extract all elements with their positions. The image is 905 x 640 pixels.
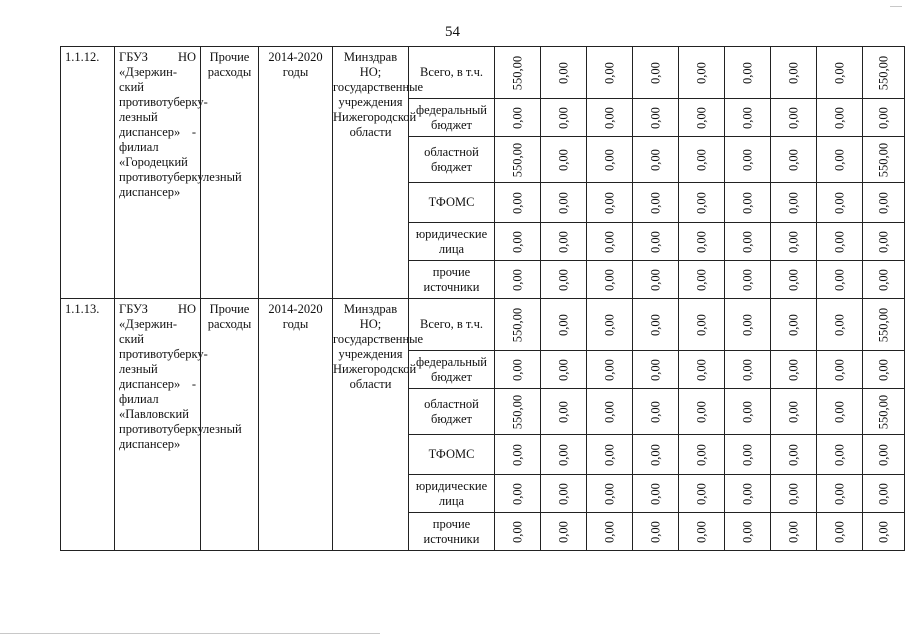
funding-source: Всего, в т.ч. xyxy=(409,299,495,351)
amount-value: 0,00 xyxy=(786,230,800,253)
amount-value: 0,00 xyxy=(876,268,890,291)
amount-cell xyxy=(633,389,679,435)
amount-value: 0,00 xyxy=(786,191,800,214)
period: 2014-2020 годы xyxy=(259,47,333,299)
amount-value: 0,00 xyxy=(602,61,616,84)
amount-value: 0,00 xyxy=(786,443,800,466)
amount-value: 550,00 xyxy=(510,142,524,177)
funding-source: Всего, в т.ч. xyxy=(409,47,495,99)
amount-value: 550,00 xyxy=(510,394,524,429)
organization-name: ГБУЗ НО «Дзержин-ский противотуберку-лезный диспансер» - филиал «Городецкий противотуберкулезный диспансер» xyxy=(115,47,201,299)
amount-value: 0,00 xyxy=(556,443,570,466)
amount-value: 0,00 xyxy=(876,443,890,466)
amount-value: 0,00 xyxy=(602,443,616,466)
amount-cell xyxy=(587,223,633,261)
amount-cell xyxy=(725,513,771,551)
amount-value: 0,00 xyxy=(832,520,846,543)
amount-cell xyxy=(725,47,771,99)
amount-cell xyxy=(495,435,541,475)
amount-value: 0,00 xyxy=(648,482,662,505)
amount-value: 0,00 xyxy=(602,400,616,423)
amount-cell xyxy=(771,435,817,475)
amount-cell xyxy=(495,351,541,389)
amount-cell xyxy=(863,475,905,513)
amount-value: 0,00 xyxy=(786,358,800,381)
amount-cell xyxy=(541,47,587,99)
amount-value: 0,00 xyxy=(694,148,708,171)
amount-value: 0,00 xyxy=(832,230,846,253)
amount-cell xyxy=(587,137,633,183)
amount-cell xyxy=(541,261,587,299)
amount-cell xyxy=(863,435,905,475)
amount-value: 0,00 xyxy=(832,400,846,423)
amount-cell xyxy=(817,47,863,99)
amount-cell xyxy=(863,299,905,351)
amount-cell xyxy=(817,299,863,351)
amount-value: 0,00 xyxy=(786,313,800,336)
amount-value: 550,00 xyxy=(876,142,890,177)
amount-value: 0,00 xyxy=(876,230,890,253)
amount-cell xyxy=(587,513,633,551)
amount-value: 0,00 xyxy=(876,106,890,129)
amount-cell xyxy=(587,47,633,99)
amount-value: 0,00 xyxy=(876,482,890,505)
amount-value: 0,00 xyxy=(694,482,708,505)
amount-cell xyxy=(679,475,725,513)
amount-value: 550,00 xyxy=(510,307,524,342)
amount-value: 0,00 xyxy=(648,230,662,253)
amount-cell xyxy=(679,47,725,99)
amount-value: 0,00 xyxy=(510,268,524,291)
amount-cell xyxy=(863,513,905,551)
amount-value: 0,00 xyxy=(740,230,754,253)
amount-value: 0,00 xyxy=(832,443,846,466)
amount-cell xyxy=(863,351,905,389)
amount-value: 0,00 xyxy=(510,191,524,214)
amount-value: 0,00 xyxy=(556,148,570,171)
amount-value: 0,00 xyxy=(602,191,616,214)
amount-value: 0,00 xyxy=(832,358,846,381)
amount-cell xyxy=(771,223,817,261)
amount-value: 0,00 xyxy=(832,148,846,171)
amount-cell xyxy=(541,389,587,435)
amount-cell xyxy=(541,223,587,261)
amount-cell xyxy=(725,183,771,223)
amount-cell xyxy=(679,223,725,261)
amount-cell xyxy=(495,513,541,551)
amount-value: 0,00 xyxy=(556,358,570,381)
amount-value: 0,00 xyxy=(740,313,754,336)
amount-cell xyxy=(587,389,633,435)
amount-cell xyxy=(679,183,725,223)
amount-value: 0,00 xyxy=(694,520,708,543)
amount-value: 0,00 xyxy=(556,230,570,253)
table-row xyxy=(61,299,905,351)
amount-cell xyxy=(587,261,633,299)
amount-value: 0,00 xyxy=(786,61,800,84)
amount-cell xyxy=(541,137,587,183)
amount-cell xyxy=(633,99,679,137)
amount-cell xyxy=(495,475,541,513)
amount-value: 0,00 xyxy=(740,358,754,381)
amount-cell xyxy=(633,137,679,183)
amount-value: 0,00 xyxy=(740,191,754,214)
amount-value: 0,00 xyxy=(694,443,708,466)
amount-value: 0,00 xyxy=(832,106,846,129)
amount-cell xyxy=(633,513,679,551)
amount-cell xyxy=(725,389,771,435)
amount-cell xyxy=(587,299,633,351)
amount-cell xyxy=(817,435,863,475)
period: 2014-2020 годы xyxy=(259,299,333,551)
amount-value: 0,00 xyxy=(556,482,570,505)
amount-value: 0,00 xyxy=(510,358,524,381)
expense-type: Прочие расходы xyxy=(201,299,259,551)
amount-cell xyxy=(817,513,863,551)
amount-value: 0,00 xyxy=(876,520,890,543)
expense-type: Прочие расходы xyxy=(201,47,259,299)
amount-cell xyxy=(771,513,817,551)
funding-source: юридические лица xyxy=(409,475,495,513)
amount-cell xyxy=(817,261,863,299)
amount-value: 0,00 xyxy=(786,400,800,423)
amount-cell xyxy=(633,47,679,99)
amount-cell xyxy=(495,223,541,261)
amount-value: 0,00 xyxy=(786,268,800,291)
scan-edge-mark xyxy=(0,633,380,634)
amount-value: 0,00 xyxy=(740,443,754,466)
amount-cell xyxy=(863,99,905,137)
funding-source: прочие источники xyxy=(409,261,495,299)
amount-cell xyxy=(587,435,633,475)
scan-edge-mark xyxy=(890,6,902,7)
amount-cell xyxy=(771,351,817,389)
amount-cell xyxy=(863,389,905,435)
amount-cell xyxy=(725,99,771,137)
amount-cell xyxy=(817,183,863,223)
amount-cell xyxy=(633,475,679,513)
amount-cell xyxy=(771,99,817,137)
amount-value: 0,00 xyxy=(740,520,754,543)
amount-cell xyxy=(633,435,679,475)
amount-value: 0,00 xyxy=(556,106,570,129)
amount-cell xyxy=(725,299,771,351)
amount-cell xyxy=(495,261,541,299)
record-number: 1.1.12. xyxy=(61,47,115,299)
amount-cell xyxy=(587,99,633,137)
amount-value: 0,00 xyxy=(602,268,616,291)
amount-cell xyxy=(725,137,771,183)
amount-value: 0,00 xyxy=(648,443,662,466)
record-number: 1.1.13. xyxy=(61,299,115,551)
amount-value: 0,00 xyxy=(510,443,524,466)
funding-source: областной бюджет xyxy=(409,137,495,183)
amount-cell xyxy=(633,261,679,299)
amount-cell xyxy=(633,351,679,389)
amount-value: 0,00 xyxy=(556,400,570,423)
amount-cell xyxy=(725,223,771,261)
amount-value: 0,00 xyxy=(876,358,890,381)
amount-cell xyxy=(679,351,725,389)
amount-value: 0,00 xyxy=(556,520,570,543)
amount-cell xyxy=(863,223,905,261)
funding-source: ТФОМС xyxy=(409,183,495,223)
amount-value: 0,00 xyxy=(648,106,662,129)
amount-value: 0,00 xyxy=(510,106,524,129)
amount-cell xyxy=(495,389,541,435)
amount-value: 0,00 xyxy=(740,61,754,84)
funding-source: прочие источники xyxy=(409,513,495,551)
amount-cell xyxy=(725,475,771,513)
amount-value: 550,00 xyxy=(510,55,524,90)
amount-cell xyxy=(495,47,541,99)
executor: Минздрав НО; государственные учреждения Нижегородской области xyxy=(333,47,409,299)
amount-cell xyxy=(725,351,771,389)
amount-value: 0,00 xyxy=(510,230,524,253)
amount-cell xyxy=(495,99,541,137)
amount-value: 0,00 xyxy=(832,313,846,336)
amount-cell xyxy=(495,299,541,351)
amount-cell xyxy=(725,261,771,299)
amount-cell xyxy=(541,99,587,137)
amount-value: 0,00 xyxy=(694,61,708,84)
amount-cell xyxy=(495,183,541,223)
amount-cell xyxy=(863,137,905,183)
amount-value: 0,00 xyxy=(786,106,800,129)
amount-value: 0,00 xyxy=(602,520,616,543)
amount-value: 0,00 xyxy=(556,61,570,84)
amount-cell xyxy=(679,389,725,435)
amount-cell xyxy=(587,183,633,223)
amount-value: 0,00 xyxy=(556,191,570,214)
amount-cell xyxy=(863,47,905,99)
amount-value: 0,00 xyxy=(694,400,708,423)
amount-value: 0,00 xyxy=(602,230,616,253)
amount-value: 0,00 xyxy=(740,148,754,171)
amount-cell xyxy=(541,299,587,351)
amount-value: 0,00 xyxy=(602,482,616,505)
amount-value: 0,00 xyxy=(694,191,708,214)
amount-cell xyxy=(771,475,817,513)
amount-cell xyxy=(541,351,587,389)
amount-cell xyxy=(817,389,863,435)
amount-cell xyxy=(863,261,905,299)
amount-cell xyxy=(817,351,863,389)
amount-value: 550,00 xyxy=(876,394,890,429)
page-number: 54 xyxy=(445,24,460,40)
amount-cell xyxy=(541,435,587,475)
funding-source: областной бюджет xyxy=(409,389,495,435)
amount-cell xyxy=(771,261,817,299)
amount-value: 0,00 xyxy=(648,191,662,214)
amount-value: 0,00 xyxy=(876,191,890,214)
amount-value: 0,00 xyxy=(740,482,754,505)
amount-value: 0,00 xyxy=(510,520,524,543)
amount-value: 0,00 xyxy=(786,520,800,543)
funding-source: федеральный бюджет xyxy=(409,99,495,137)
amount-cell xyxy=(679,513,725,551)
amount-value: 0,00 xyxy=(602,106,616,129)
amount-value: 0,00 xyxy=(694,230,708,253)
amount-cell xyxy=(679,99,725,137)
amount-cell xyxy=(541,475,587,513)
funding-source: ТФОМС xyxy=(409,435,495,475)
amount-value: 0,00 xyxy=(602,313,616,336)
amount-cell xyxy=(587,351,633,389)
amount-cell xyxy=(633,223,679,261)
amount-value: 0,00 xyxy=(648,61,662,84)
amount-value: 0,00 xyxy=(648,148,662,171)
amount-value: 0,00 xyxy=(648,268,662,291)
amount-cell xyxy=(679,261,725,299)
amount-value: 0,00 xyxy=(694,358,708,381)
amount-value: 0,00 xyxy=(648,313,662,336)
amount-value: 550,00 xyxy=(876,307,890,342)
amount-value: 0,00 xyxy=(556,313,570,336)
funding-source: юридические лица xyxy=(409,223,495,261)
amount-value: 0,00 xyxy=(510,482,524,505)
amount-cell xyxy=(633,183,679,223)
amount-value: 0,00 xyxy=(786,148,800,171)
amount-cell xyxy=(541,513,587,551)
amount-value: 0,00 xyxy=(740,400,754,423)
amount-value: 0,00 xyxy=(832,191,846,214)
amount-cell xyxy=(541,183,587,223)
amount-cell xyxy=(725,435,771,475)
table-row xyxy=(61,47,905,99)
amount-cell xyxy=(495,137,541,183)
amount-value: 0,00 xyxy=(648,520,662,543)
amount-cell xyxy=(771,137,817,183)
amount-cell xyxy=(771,299,817,351)
table-body xyxy=(61,47,905,551)
amount-cell xyxy=(679,137,725,183)
executor: Минздрав НО; государственные учреждения Нижегородской области xyxy=(333,299,409,551)
budget-table xyxy=(60,46,905,551)
amount-value: 0,00 xyxy=(740,106,754,129)
amount-cell xyxy=(817,137,863,183)
amount-value: 550,00 xyxy=(876,55,890,90)
amount-value: 0,00 xyxy=(832,61,846,84)
amount-cell xyxy=(771,183,817,223)
amount-cell xyxy=(771,389,817,435)
amount-value: 0,00 xyxy=(694,268,708,291)
amount-value: 0,00 xyxy=(832,268,846,291)
amount-value: 0,00 xyxy=(694,313,708,336)
amount-cell xyxy=(817,99,863,137)
amount-value: 0,00 xyxy=(648,400,662,423)
amount-cell xyxy=(679,299,725,351)
amount-cell xyxy=(863,183,905,223)
organization-name: ГБУЗ НО «Дзержин-ский противотуберку-лезный диспансер» - филиал «Павловский противотуберкулезный диспансер» xyxy=(115,299,201,551)
amount-value: 0,00 xyxy=(648,358,662,381)
amount-value: 0,00 xyxy=(602,148,616,171)
amount-cell xyxy=(817,223,863,261)
amount-cell xyxy=(679,435,725,475)
amount-value: 0,00 xyxy=(602,358,616,381)
amount-cell xyxy=(771,47,817,99)
amount-cell xyxy=(817,475,863,513)
amount-value: 0,00 xyxy=(832,482,846,505)
funding-source: федеральный бюджет xyxy=(409,351,495,389)
amount-value: 0,00 xyxy=(556,268,570,291)
amount-cell xyxy=(587,475,633,513)
amount-value: 0,00 xyxy=(694,106,708,129)
amount-value: 0,00 xyxy=(786,482,800,505)
amount-cell xyxy=(633,299,679,351)
amount-value: 0,00 xyxy=(740,268,754,291)
